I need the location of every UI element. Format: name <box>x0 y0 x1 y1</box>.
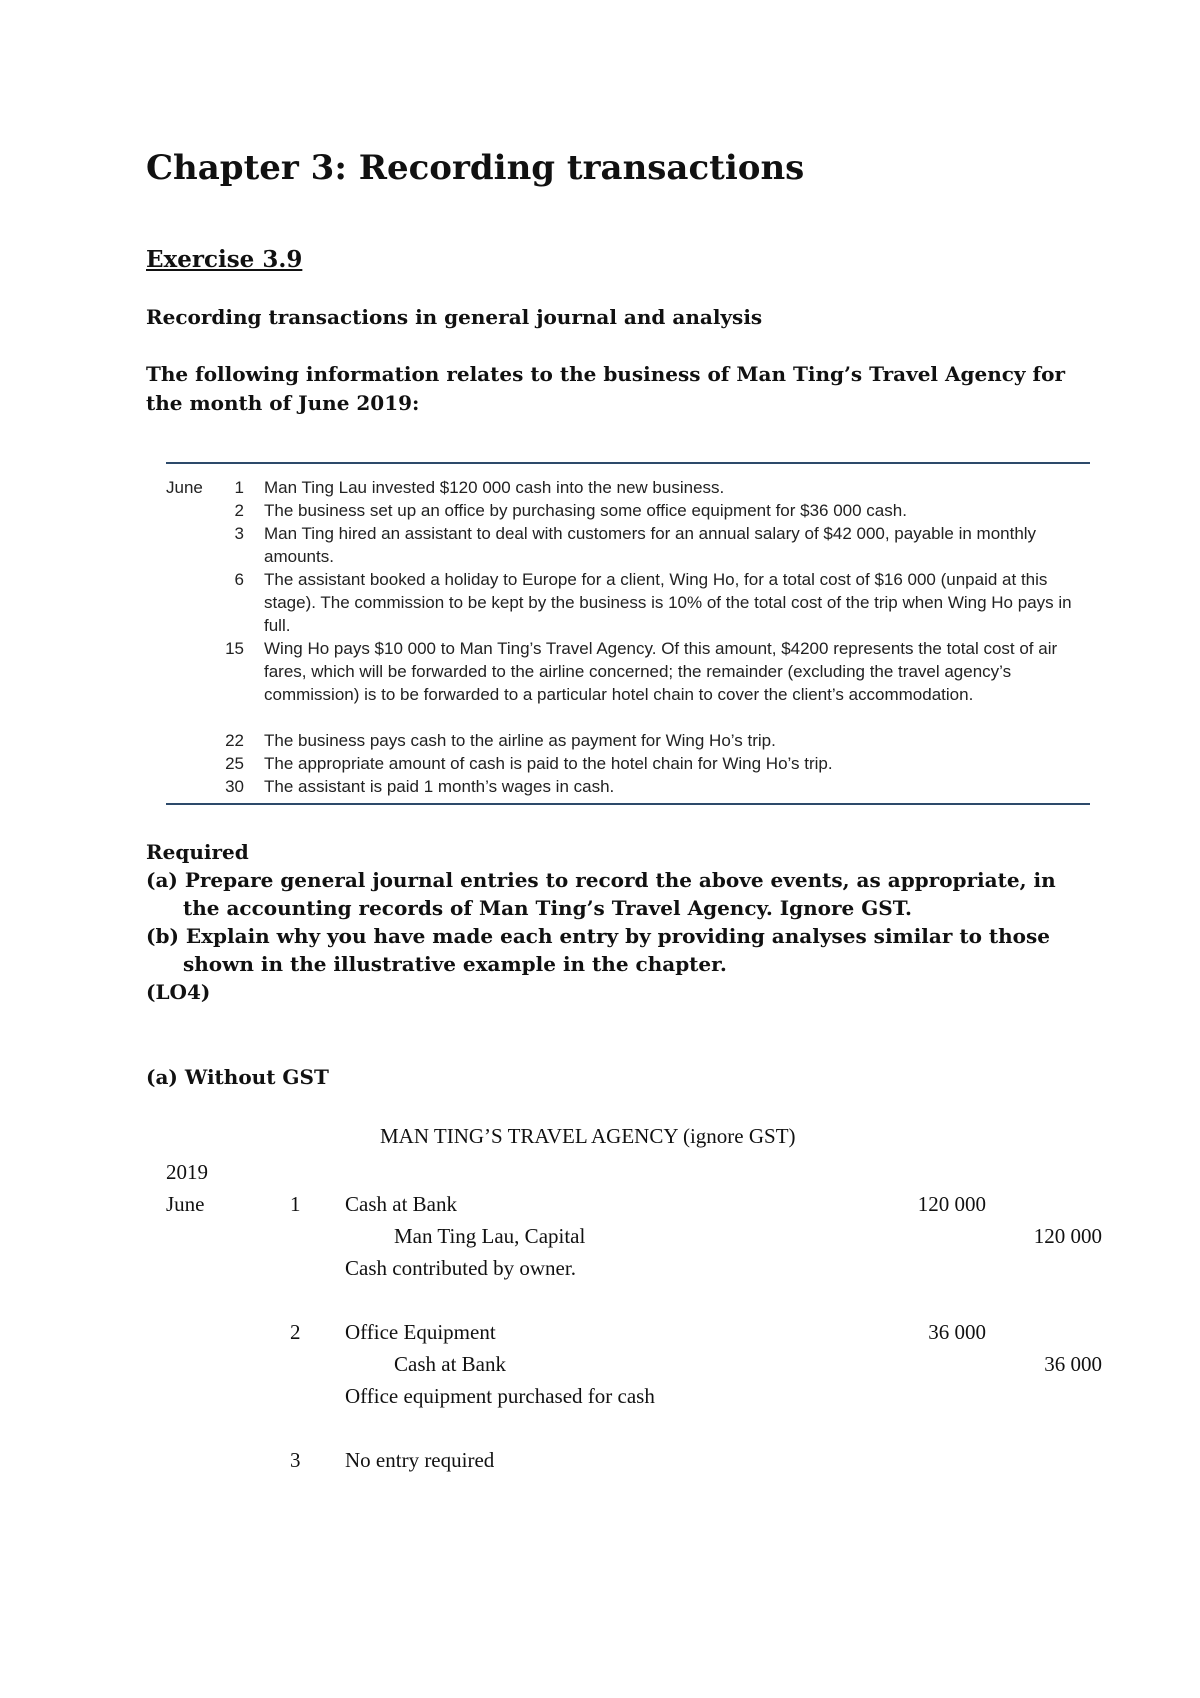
transaction-day: 22 <box>225 731 244 750</box>
required-item-b: (b) Explain why you have made each entry by providing analyses similar to those shown in the illustrative example in the chapter. <box>146 924 1051 976</box>
transaction-text: The assistant booked a holiday to Europe for a client, Wing Ho, for a total cost of $16 000 (unpaid at this stage). The commission to be kept by the business is 10% of the total cost of the trip when Wing Ho pays in full. <box>264 570 1072 635</box>
transaction-text: Man Ting hired an assistant to deal with customers for an annual salary of $42 000, payable in monthly amounts. <box>264 524 1037 566</box>
transaction-text: The business set up an office by purchasing some office equipment for $36 000 cash. <box>264 501 907 520</box>
entry-day: 3 <box>290 1448 301 1472</box>
transaction-text: The appropriate amount of cash is paid to the hotel chain for Wing Ho’s trip. <box>264 754 833 773</box>
required-item-a: (a) Prepare general journal entries to record the above events, as appropriate, in the accounting records of Man Ting’s Travel Agency. Ignore GST. <box>146 868 1056 920</box>
debit-account: Cash at Bank <box>345 1192 457 1216</box>
transaction-text: Man Ting Lau invested $120 000 cash into the new business. <box>264 478 725 497</box>
debit-account: Office Equipment <box>345 1320 496 1344</box>
debit-amount: 120 000 <box>917 1192 986 1216</box>
journal-year: 2019 <box>166 1160 208 1184</box>
entry-day: 1 <box>290 1192 301 1216</box>
intro-paragraph: The following information relates to the business of Man Ting’s Travel Agency for the month of June 2019: <box>146 362 1065 415</box>
entry-narration: Cash contributed by owner. <box>345 1256 576 1280</box>
required-section <box>146 838 1076 1006</box>
transaction-text: The business pays cash to the airline as payment for Wing Ho’s trip. <box>264 731 776 750</box>
credit-amount: 120 000 <box>1033 1224 1102 1248</box>
exercise-subtitle: Recording transactions in general journal and analysis <box>146 305 763 329</box>
credit-account: Man Ting Lau, Capital <box>394 1224 586 1248</box>
part-a-heading: (a) Without GST <box>146 1065 329 1089</box>
credit-account: Cash at Bank <box>394 1352 506 1376</box>
learning-objective: (LO4) <box>146 980 211 1004</box>
transaction-day: 1 <box>234 478 244 497</box>
transaction-day: 25 <box>225 754 244 773</box>
transactions-box <box>166 462 1090 805</box>
journal-title: MAN TING’S TRAVEL AGENCY (ignore GST) <box>380 1124 796 1148</box>
entry-narration: Office equipment purchased for cash <box>345 1384 655 1408</box>
required-heading: Required <box>146 840 249 864</box>
credit-amount: 36 000 <box>1044 1352 1102 1376</box>
journal-month: June <box>166 1192 205 1216</box>
transaction-day: 6 <box>234 570 244 589</box>
debit-amount: 36 000 <box>928 1320 986 1344</box>
transaction-day: 3 <box>234 524 244 543</box>
transaction-day: 2 <box>234 501 244 520</box>
transaction-text: The assistant is paid 1 month’s wages in cash. <box>264 777 615 796</box>
transaction-month: June <box>166 478 203 497</box>
exercise-heading: Exercise 3.9 <box>146 246 303 273</box>
entry-note: No entry required <box>345 1448 495 1472</box>
chapter-title: Chapter 3: Recording transactions <box>146 148 805 188</box>
transaction-text: Wing Ho pays $10 000 to Man Ting’s Travel Agency. Of this amount, $4200 represents the total cost of air fares, which will be forwarded to the airline concerned; the remainder (excluding the travel agency’s commission) is to be forwarded to a particular hotel chain to cover the client’s accommodation. <box>264 639 1058 704</box>
transaction-day: 30 <box>225 777 244 796</box>
transaction-day: 15 <box>225 639 244 658</box>
entry-day: 2 <box>290 1320 301 1344</box>
